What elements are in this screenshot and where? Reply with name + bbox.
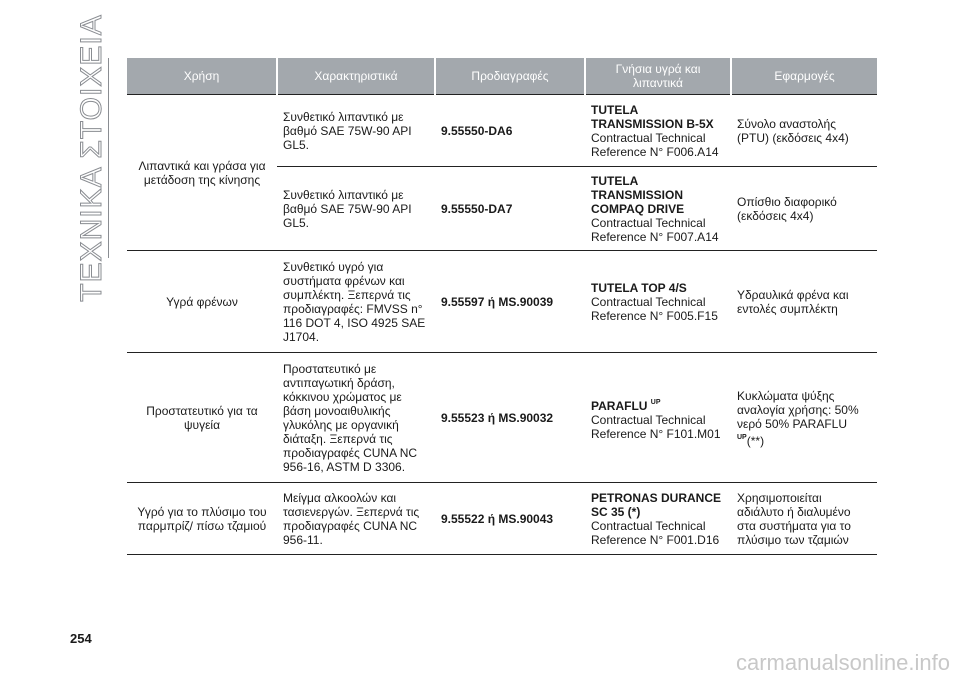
application-note-marker: (**)	[746, 433, 765, 448]
header-applications: Εφαρμογές	[731, 58, 877, 95]
spec-cell: 9.55550-DA6	[435, 95, 585, 167]
header-usage: Χρήση	[127, 58, 277, 95]
characteristics-cell: Συνθετικό λιπαντικό με βαθμό SAE 75W-90 API GL5.	[277, 167, 435, 251]
application-superscript: UP	[737, 433, 747, 441]
spec-cell: 9.55522 ή MS.90043	[435, 483, 585, 555]
application-suffix	[737, 434, 764, 448]
product-brand: PETRONAS DURANCE SC 35 (*)	[591, 491, 722, 519]
product-cell	[585, 251, 731, 353]
table-row	[127, 353, 877, 483]
watermark: carmanualsonline.info	[735, 650, 950, 675]
page-number: 254	[70, 631, 92, 646]
product-brand	[591, 396, 725, 413]
product-reference: Contractual Technical Reference N° F006.A14	[591, 131, 719, 159]
usage-cell: Υγρό για το πλύσιμο του παρμπρίζ/ πίσω τζαμιού	[127, 483, 277, 555]
product-cell	[585, 167, 731, 251]
table-row	[127, 251, 877, 353]
product-cell	[585, 95, 731, 167]
usage-cell: Προστατευτικό για τα ψυγεία	[127, 353, 277, 483]
section-divider-line	[108, 58, 109, 258]
product-reference: Contractual Technical Reference N° F101.M01	[591, 412, 721, 441]
characteristics-cell: Μείγμα αλκοολών και τασιενεργών. Ξεπερνά τις προδιαγραφές CUNA NC 956-11.	[277, 483, 435, 555]
application-cell: Σύνολο αναστολής (PTU) (εκδόσεις 4x4)	[731, 95, 877, 167]
table-row	[127, 483, 877, 555]
section-side-title	[72, 14, 112, 302]
spec-cell: 9.55550-DA7	[435, 167, 585, 251]
header-genuine-products: Γνήσια υγρά και λιπαντικά	[585, 58, 731, 95]
spec-cell: 9.55523 ή MS.90032	[435, 353, 585, 483]
characteristics-cell: Συνθετικό λιπαντικό με βαθμό SAE 75W-90 API GL5.	[277, 95, 435, 167]
usage-cell: Λιπαντικά και γράσα για μετάδοση της κίνησης	[127, 95, 277, 251]
fluids-table	[127, 58, 877, 555]
product-brand: TUTELA TOP 4/S	[591, 281, 687, 295]
table-header-row	[127, 58, 877, 95]
section-side-title-text: ΤΕΧΝΙΚΑ ΣΤΟΙΧΕΙΑ	[75, 14, 108, 302]
application-cell: Υδραυλικά φρένα και εντολές συμπλέκτη	[731, 251, 877, 353]
product-reference: Contractual Technical Reference N° F005.F15	[591, 295, 718, 323]
product-brand-superscript: UP	[650, 398, 661, 406]
characteristics-cell: Συνθετικό υγρό για συστήματα φρένων και συμπλέκτη. Ξεπερνά τις προδιαγραφές: FMVSS n° 116 DOT 4, ISO 4925 SAE J1704.	[277, 251, 435, 353]
application-cell: Χρησιμοποιείται αδιάλυτο ή διαλυμένο στα συστήματα για το πλύσιμο των τζαμιών	[731, 483, 877, 555]
table-row	[127, 95, 877, 167]
product-brand: TUTELA TRANSMISSION COMPAQ DRIVE	[591, 174, 685, 216]
product-brand-name: PARAFLU	[591, 398, 648, 413]
product-brand: TUTELA TRANSMISSION B-5X	[591, 103, 714, 131]
product-cell	[585, 483, 731, 555]
application-cell: Οπίσθιο διαφορικό (εκδόσεις 4x4)	[731, 167, 877, 251]
application-cell	[731, 353, 877, 483]
header-characteristics: Χαρακτηριστικά	[277, 58, 435, 95]
header-specifications: Προδιαγραφές	[435, 58, 585, 95]
product-reference: Contractual Technical Reference N° F001.D16	[591, 519, 720, 547]
application-text: Κυκλώματα ψύξης αναλογία χρήσης: 50% νερό 50% PARAFLU	[737, 388, 859, 431]
usage-cell: Υγρά φρένων	[127, 251, 277, 353]
product-reference: Contractual Technical Reference N° F007.A14	[591, 216, 719, 244]
spec-cell: 9.55597 ή MS.90039	[435, 251, 585, 353]
product-cell	[585, 353, 731, 483]
characteristics-cell: Προστατευτικό με αντιπαγωτική δράση, κόκκινου χρώματος με βάση μονοαιθυλικής γλυκόλης με οργανική διάταξη. Ξεπερνά τις προδιαγραφές CUNA NC 956-16, ASTM D 3306.	[277, 353, 435, 483]
